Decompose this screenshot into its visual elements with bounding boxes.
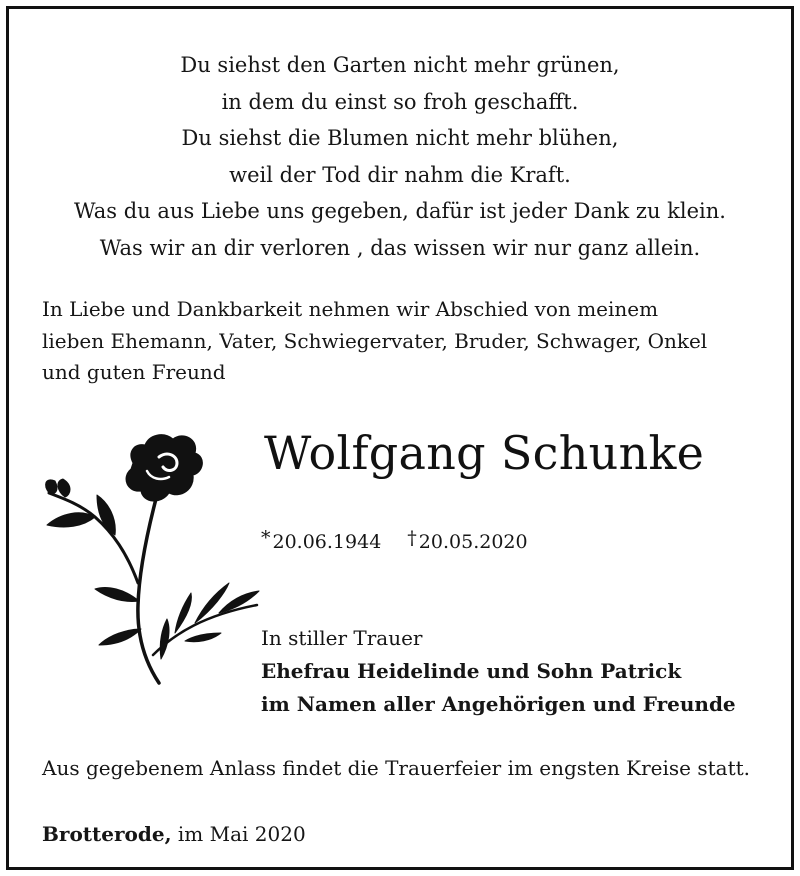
funeral-notice: Aus gegebenem Anlass findet die Trauerfeier im engsten Kreise statt. xyxy=(42,756,751,780)
poem-line: Was wir an dir verloren , das wissen wir nur ganz allein. xyxy=(99,235,701,260)
obituary-frame xyxy=(6,6,794,870)
memorial-poem xyxy=(9,47,791,266)
mourning-intro: In stiller Trauer xyxy=(261,626,423,650)
mourners-family: Ehefrau Heidelinde und Sohn Patrick xyxy=(261,659,682,683)
intro-line: lieben Ehemann, Vater, Schwiegervater, Bruder, Schwager, Onkel xyxy=(42,328,708,353)
life-dates xyxy=(261,528,528,556)
poem-line: Du siehst den Garten nicht mehr grünen, xyxy=(180,53,620,77)
poem-line: Was du aus Liebe uns gegeben, dafür ist jeder Dank zu klein. xyxy=(74,199,726,223)
publication-date: im Mai 2020 xyxy=(177,822,306,846)
poem-line: Du siehst die Blumen nicht mehr blühen, xyxy=(181,126,619,150)
mourners-relatives: im Namen aller Angehörigen und Freunde xyxy=(261,692,736,716)
birth-symbol: * xyxy=(261,527,271,549)
mourners-block xyxy=(261,622,736,721)
place-and-date xyxy=(42,820,306,848)
birth-date: 20.06.1944 xyxy=(272,531,382,553)
death-date: 20.05.2020 xyxy=(418,531,528,553)
intro-line: In Liebe und Dankbarkeit nehmen wir Abschied von meinem xyxy=(42,297,659,321)
intro-line: und guten Freund xyxy=(42,360,226,384)
farewell-intro xyxy=(42,294,762,389)
death-cross-symbol: † xyxy=(407,527,417,549)
town-name: Brotterode, xyxy=(42,822,172,846)
poem-line: in dem du einst so froh geschafft. xyxy=(221,89,579,114)
deceased-name: Wolfgang Schunke xyxy=(264,426,705,480)
poem-line: weil der Tod dir nahm die Kraft. xyxy=(229,162,571,187)
rose-flower-icon xyxy=(35,433,267,687)
